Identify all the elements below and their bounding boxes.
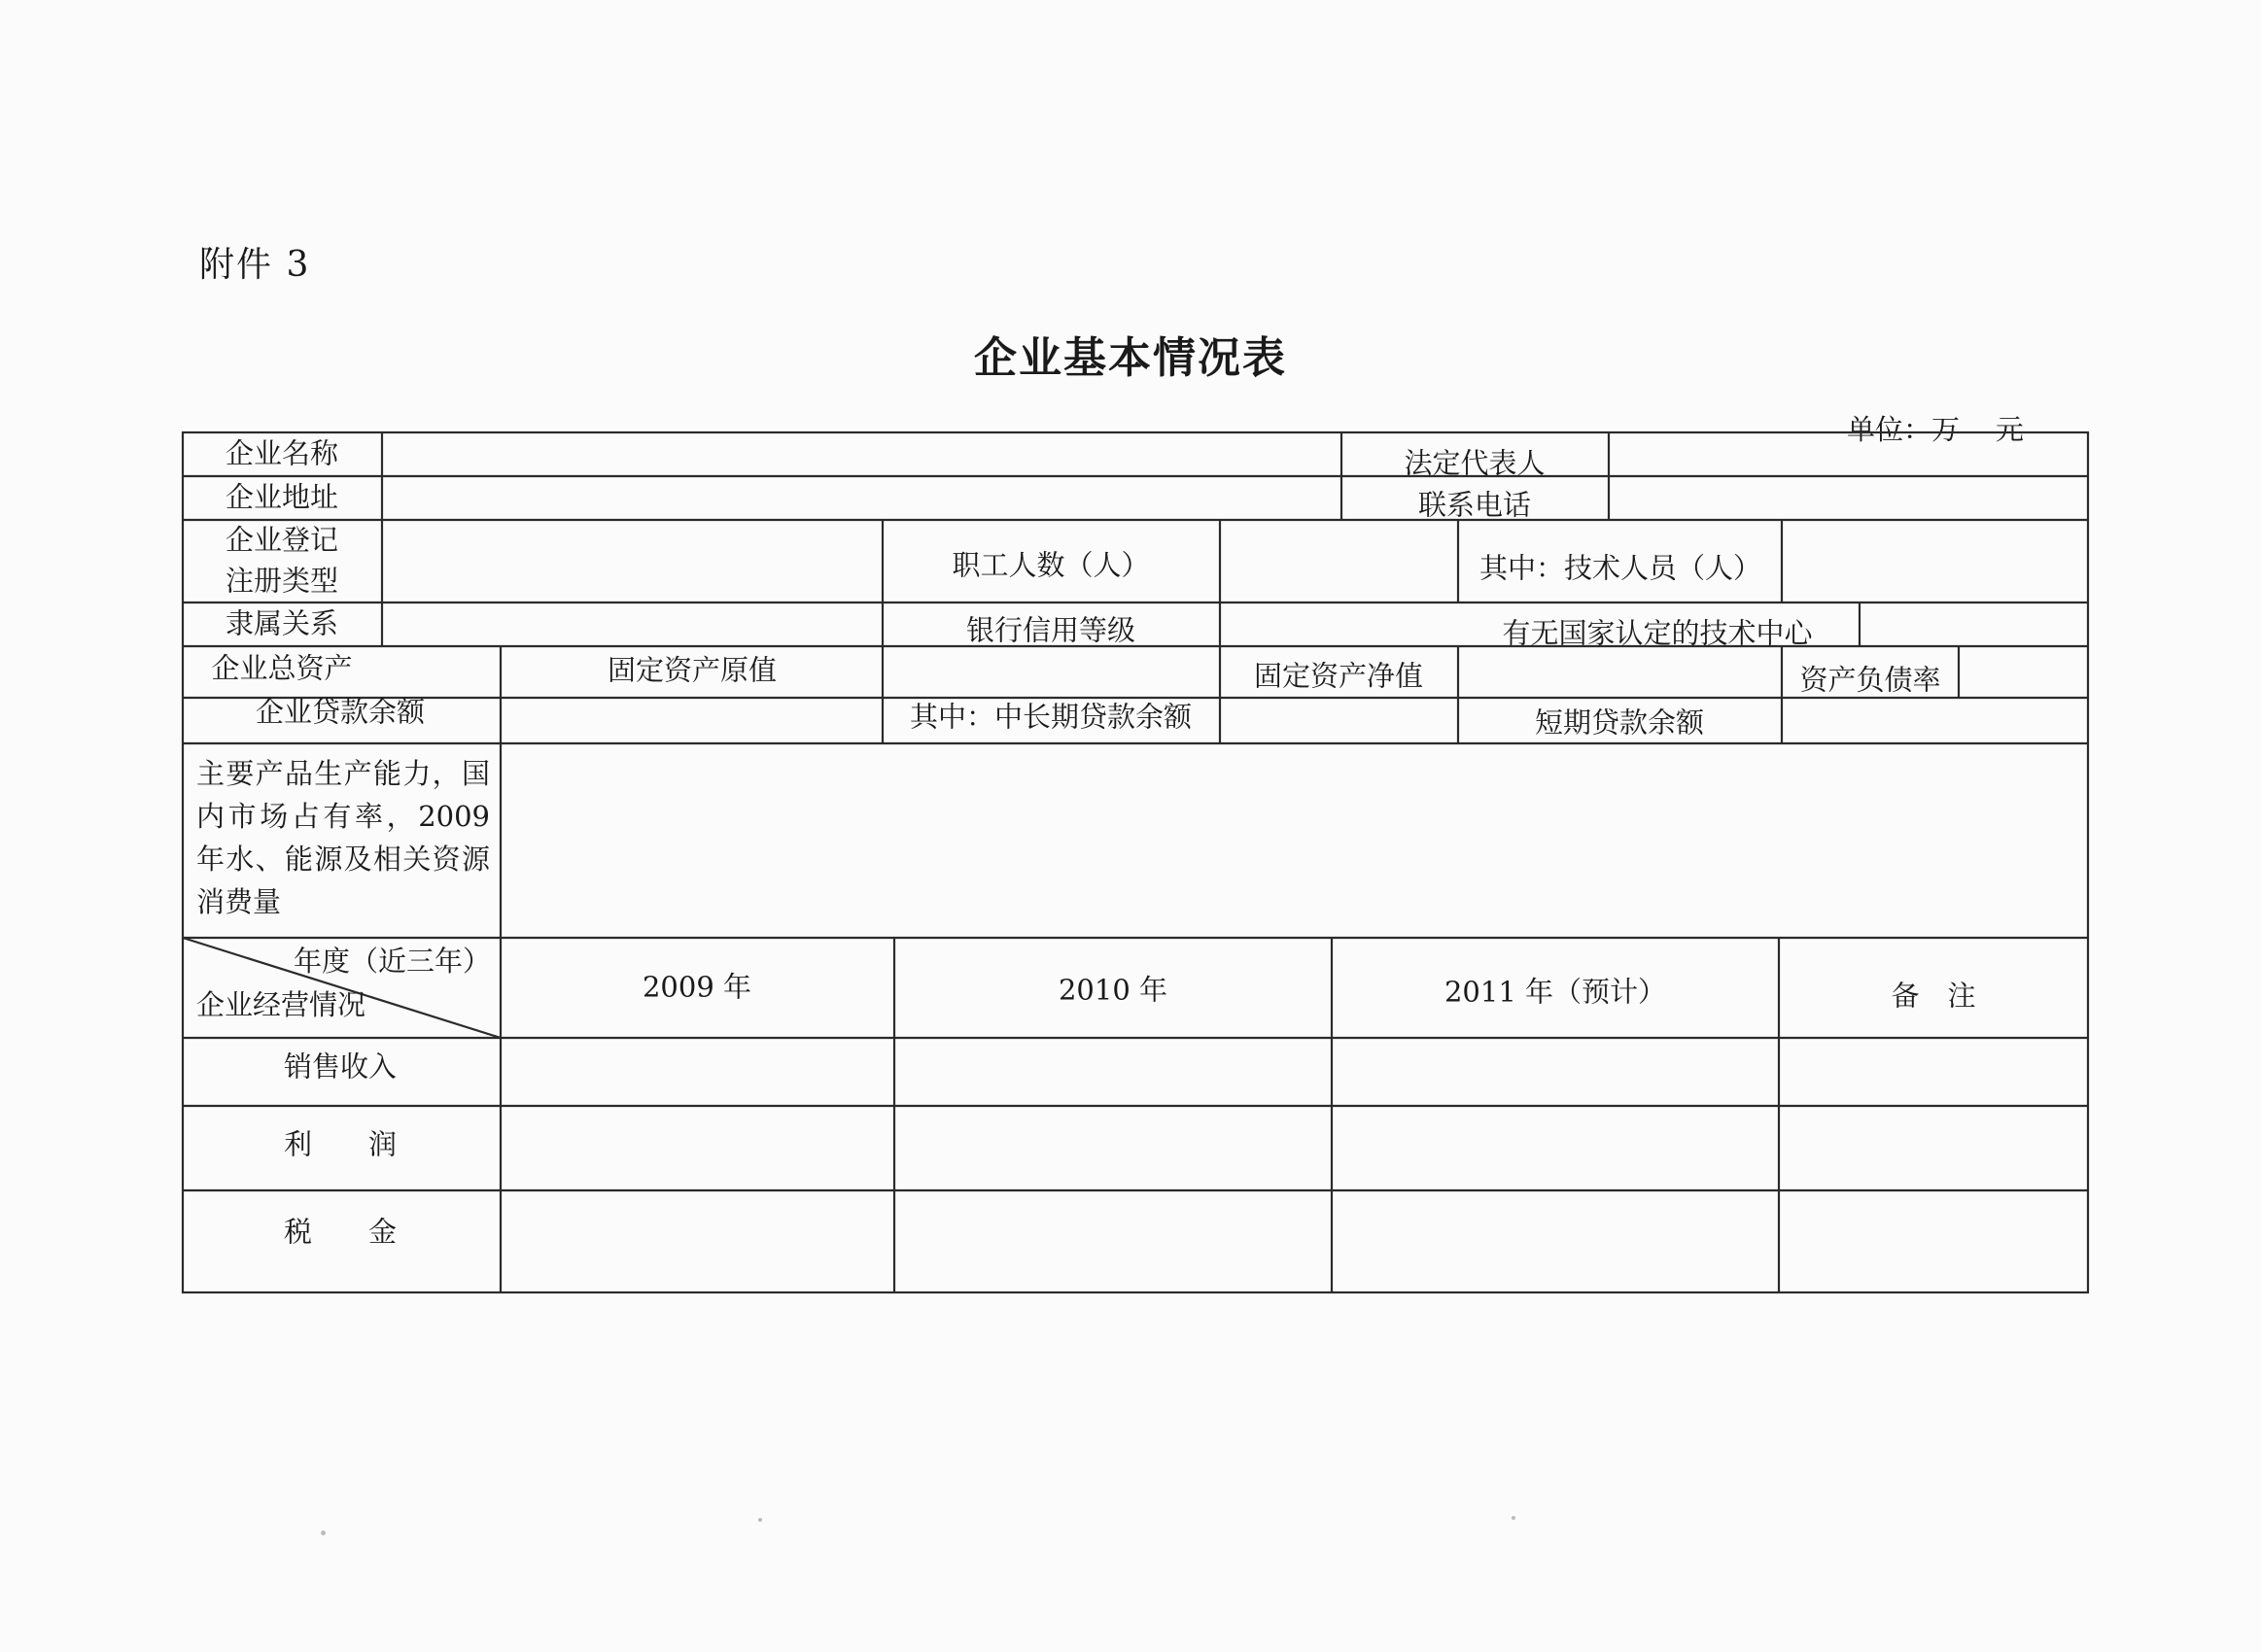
company-name-label: 企业名称 <box>225 436 339 470</box>
reg-type-label-line1: 企业登记 <box>225 523 339 557</box>
tax-label: 税 金 <box>283 1215 398 1249</box>
fixed-assets-original-label: 固定资产原值 <box>607 653 778 687</box>
tech-center-label: 有无国家认定的技术中心 <box>1502 616 1813 650</box>
form-title: 企业基本情况表 <box>974 333 1287 383</box>
reg-type-label-line2: 注册类型 <box>225 564 339 598</box>
remarks-header: 备 注 <box>1891 979 1976 1013</box>
profit-label: 利 润 <box>283 1127 398 1161</box>
legal-rep-label: 法定代表人 <box>1404 446 1546 480</box>
contact-phone-label: 联系电话 <box>1417 488 1532 522</box>
diagonal-top-label: 年度（近三年） <box>294 945 492 978</box>
year-2010-header: 2010 年 <box>1058 973 1168 1007</box>
total-assets-label: 企业总资产 <box>211 651 353 685</box>
long-term-loan-label: 其中：中长期贷款余额 <box>909 700 1193 734</box>
loan-balance-label: 企业贷款余额 <box>255 695 426 729</box>
scan-speck <box>321 1531 326 1535</box>
scan-speck <box>758 1518 762 1522</box>
year-2009-header: 2009 年 <box>642 970 752 1004</box>
tech-staff-label: 其中：技术人员（人） <box>1478 551 1762 585</box>
short-term-loan-label: 短期贷款余额 <box>1534 706 1705 740</box>
scan-speck <box>1512 1516 1515 1520</box>
affiliation-label: 隶属关系 <box>225 606 339 640</box>
debt-ratio-label: 资产负债率 <box>1799 663 1941 697</box>
fixed-assets-net-label: 固定资产净值 <box>1253 659 1424 693</box>
main-products-label: 主要产品生产能力，国内市场占有率，2009 年水、能源及相关资源消费量 <box>196 757 490 918</box>
credit-rating-label: 银行信用等级 <box>965 613 1136 647</box>
sales-revenue-label: 销售收入 <box>283 1050 398 1084</box>
diagonal-bottom-label: 企业经营情况 <box>196 988 366 1021</box>
unit-label: 单位：万 元 <box>1847 413 2024 446</box>
attachment-label: 附件 3 <box>199 245 311 285</box>
year-2011-header: 2011 年（预计） <box>1444 975 1667 1009</box>
company-address-label: 企业地址 <box>225 480 339 514</box>
employees-label: 职工人数（人） <box>952 548 1150 582</box>
